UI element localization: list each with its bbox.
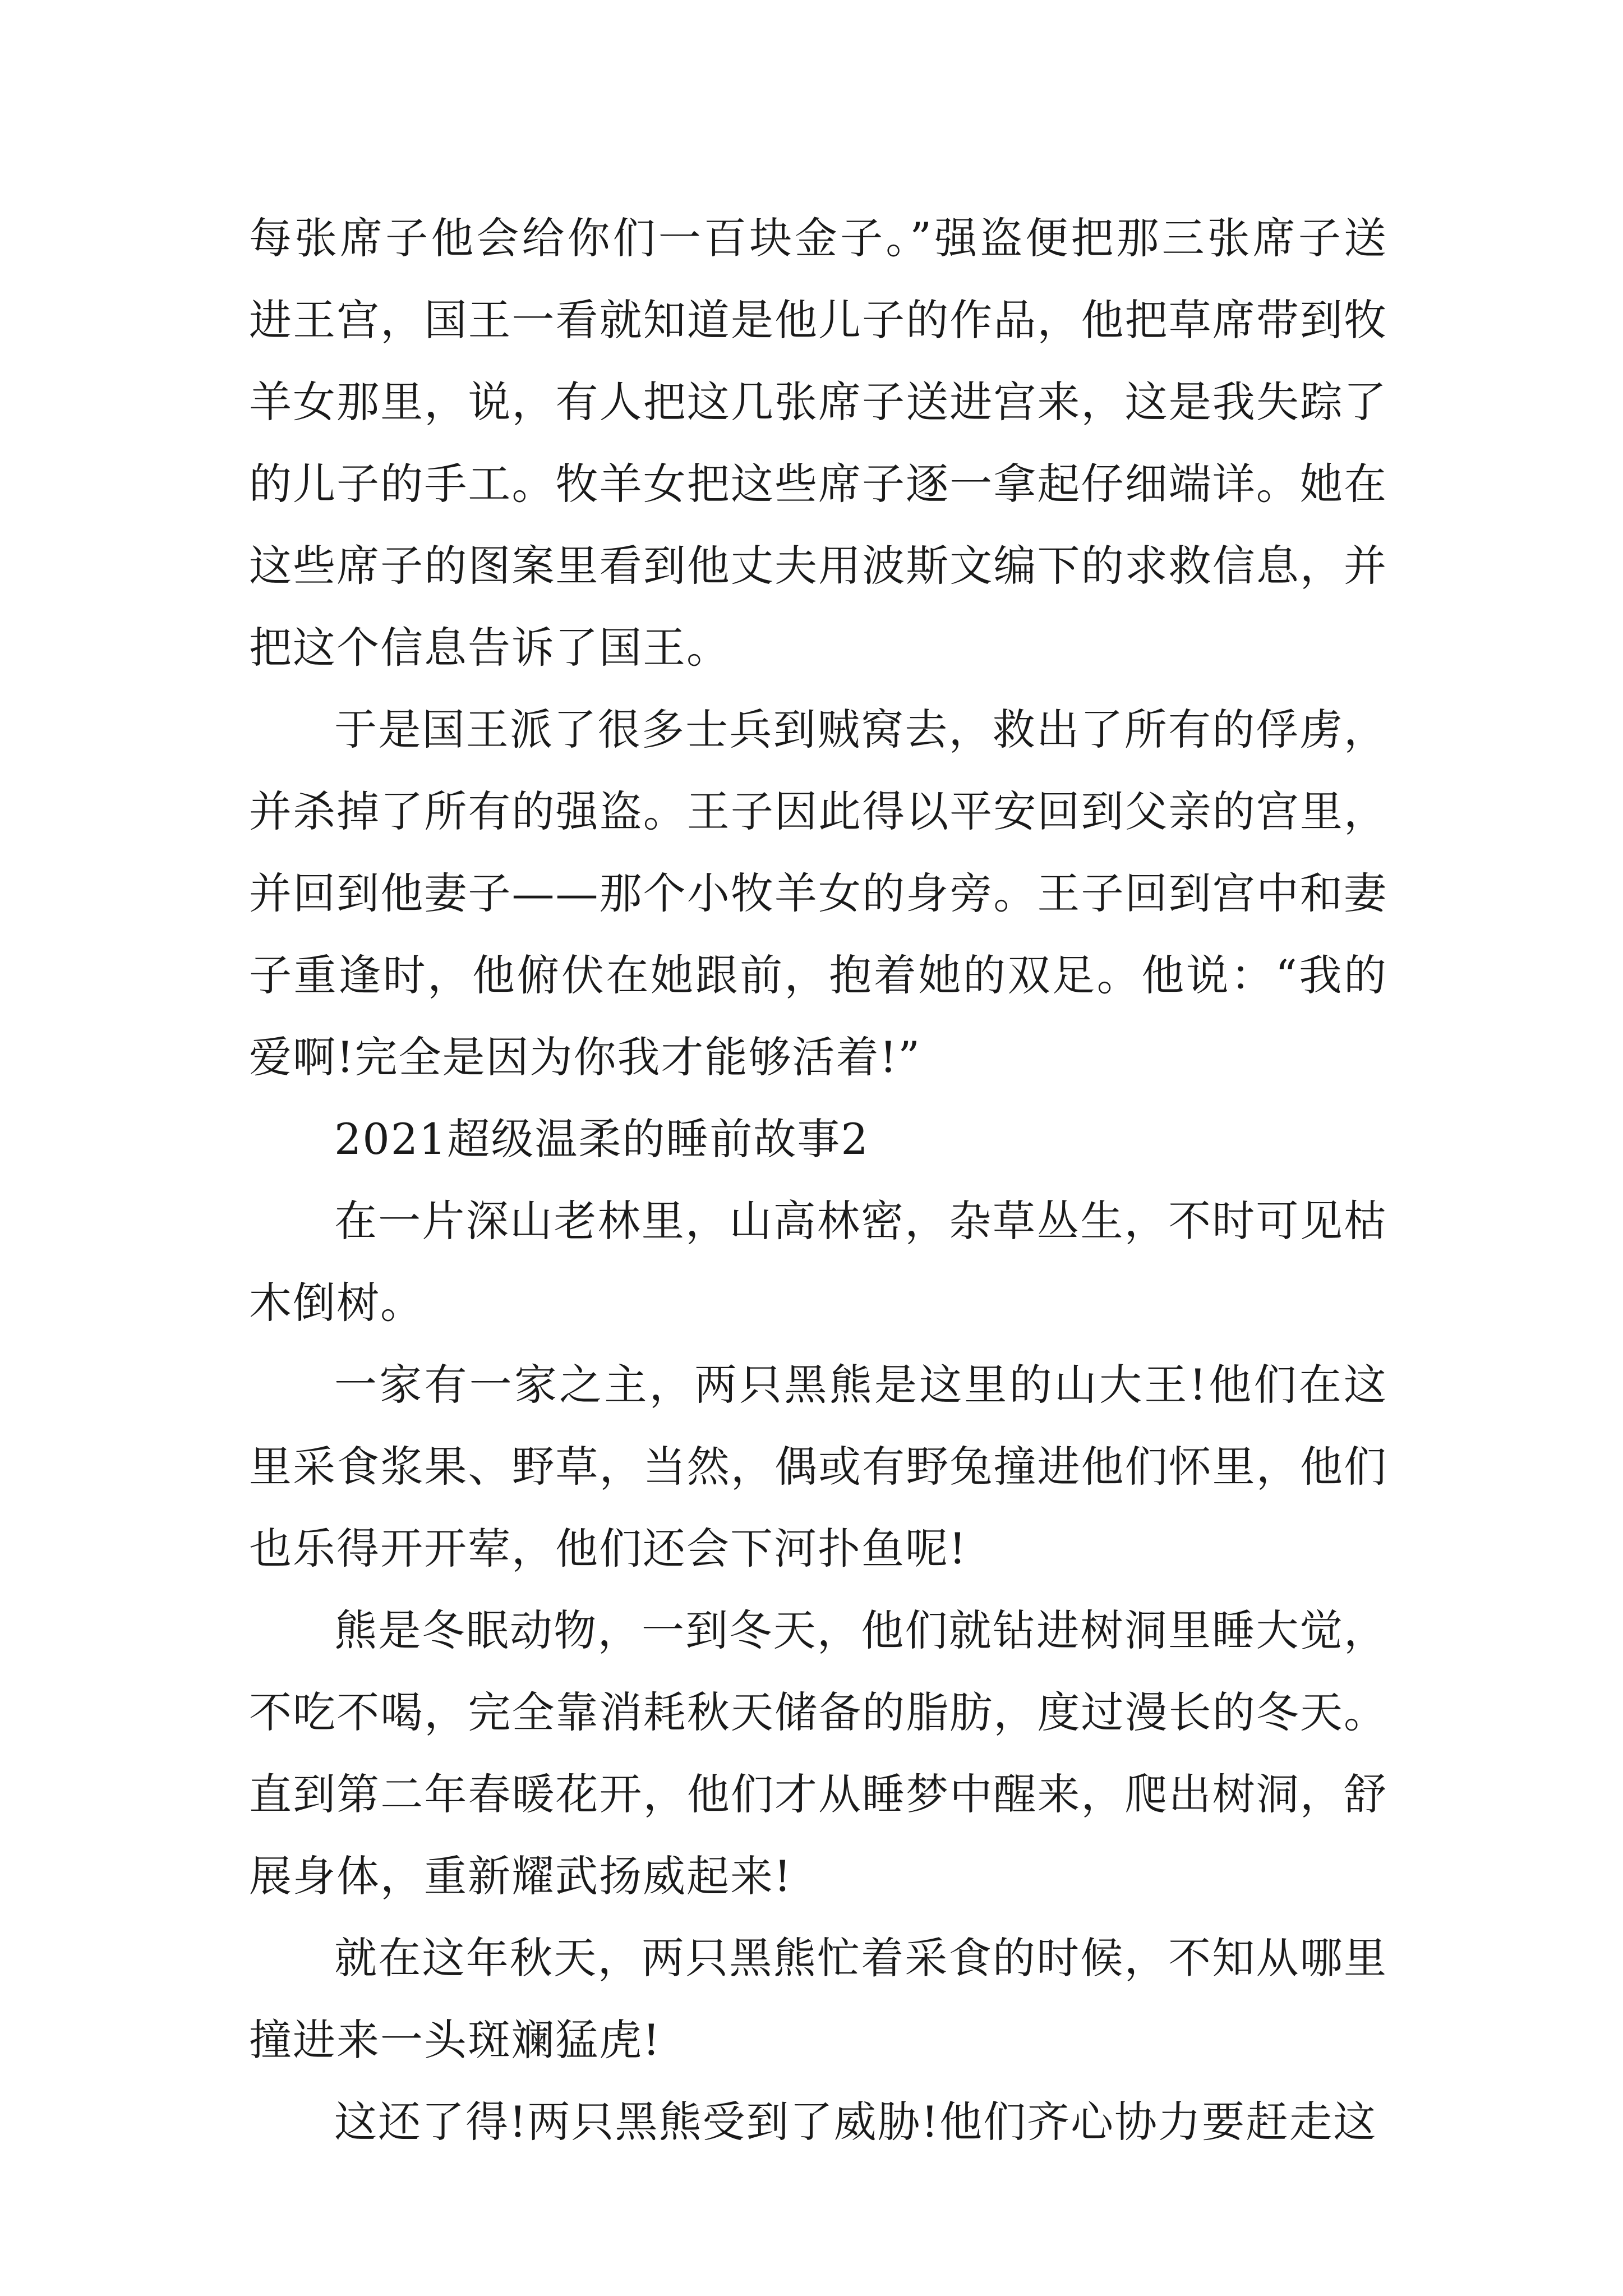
story-heading: 2021超级温柔的睡前故事2 — [334, 1114, 869, 1164]
document-body — [249, 197, 1387, 2163]
paragraph-6: 就在这年秋天，两只黑熊忙着采食的时候，不知从哪里撞进来一头斑斓猛虎! — [249, 1933, 1387, 2065]
paragraph-2: 于是国王派了很多士兵到贼窝去，救出了所有的俘虏，并杀掉了所有的强盗。王子因此得以平安回到父亲的宫里，并回到他妻子——那个小牧羊女的身旁。王子回到宫中和妻子重逢时，他俯伏在她跟前，抱着她的双足。他说：“我的爱啊!完全是因为你我才能够活着!” — [249, 705, 1387, 1082]
paragraph-5: 熊是冬眠动物，一到冬天，他们就钻进树洞里睡大觉，不吃不喝，完全靠消耗秋天储备的脂肪，度过漫长的冬天。直到第二年春暖花开，他们才从睡梦中醒来，爬出树洞，舒展身体，重新耀武扬威起来! — [249, 1605, 1387, 1901]
paragraph-7: 这还了得!两只黑熊受到了威胁!他们齐心协力要赶走这 — [334, 2097, 1377, 2147]
paragraph-4: 一家有一家之主，两只黑熊是这里的山大王!他们在这里采食浆果、野草，当然，偶或有野兔撞进他们怀里，他们也乐得开开荤，他们还会下河扑鱼呢! — [249, 1360, 1387, 1573]
paragraph-3: 在一片深山老林里，山高林密，杂草丛生，不时可见枯木倒树。 — [249, 1196, 1387, 1328]
paragraph-1: 每张席子他会给你们一百块金子。”强盗便把那三张席子送进王宫，国王一看就知道是他儿子的作品，他把草席带到牧羊女那里，说，有人把这几张席子送进宫来，这是我失踪了的儿子的手工。牧羊女把这些席子逐一拿起仔细端详。她在这些席子的图案里看到他丈夫用波斯文编下的求救信息，并把这个信息告诉了国王。 — [249, 213, 1387, 673]
